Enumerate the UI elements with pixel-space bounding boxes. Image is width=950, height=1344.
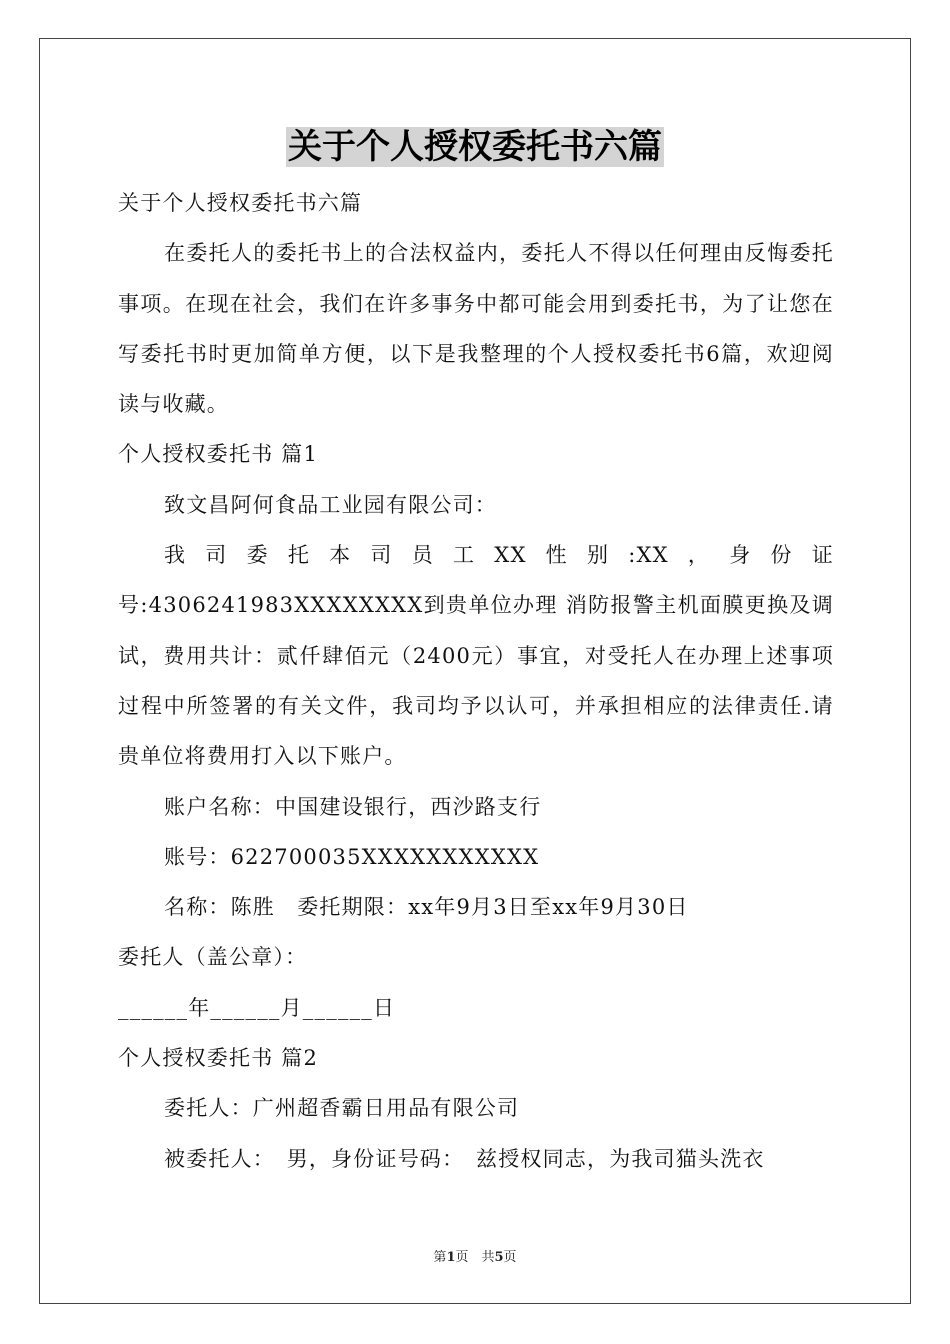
document-body: [118, 178, 834, 1184]
page-current: 1: [446, 1250, 456, 1265]
section-heading: 个人授权委托书 篇1: [118, 442, 319, 467]
page-label-mid: 页 共: [455, 1250, 495, 1265]
paragraph: 关于个人授权委托书六篇: [118, 191, 363, 215]
page-footer: [0, 1246, 950, 1265]
paragraph: 账号：622700035XXXXXXXXXXX: [164, 844, 540, 869]
paragraph: 被委托人： 男，身份证号码： 兹授权同志，为我司猫头洗衣: [164, 1146, 765, 1171]
date-line: ______年______月______日: [118, 995, 396, 1020]
page-label-suffix: 页: [503, 1250, 517, 1265]
paragraph: 名称：陈胜 委托期限：xx年9月3日至xx年9月30日: [164, 895, 689, 920]
page-total: 5: [494, 1250, 504, 1265]
paragraph: 委托人（盖公章）：: [118, 945, 308, 970]
paragraph: 在委托人的委托书上的合法权益内，委托人不得以任何理由反悔委托事项。在现在社会，我们在许多事务中都可能会用到委托书，为了让您在写委托书时更加简单方便，以下是我整理的个人授权委托书6篇，欢迎阅读与收藏。: [118, 241, 834, 417]
paragraph: 委托人：广州超香霸日用品有限公司: [164, 1096, 520, 1121]
paragraph: 致文昌阿何食品工业园有限公司：: [164, 492, 497, 517]
section-heading: 个人授权委托书 篇2: [118, 1046, 319, 1071]
document-title: [0, 125, 950, 169]
document-title-text: 关于个人授权委托书六篇: [288, 127, 662, 167]
page-label-prefix: 第: [433, 1250, 447, 1265]
paragraph: 我司委托本司员工XX性别:XX，身份证号:4306241983XXXXXXXX到贵单位办理 消防报警主机面膜更换及调试，费用共计：贰仟肆佰元（2400元）事宜，对受托人在办理上述事项过程中所签署的有关文件，我司均予以认可，并承担相应的法律责任.请贵单位将费用打入以下账户。: [118, 543, 834, 769]
paragraph: 账户名称：中国建设银行，西沙路支行: [164, 794, 542, 819]
